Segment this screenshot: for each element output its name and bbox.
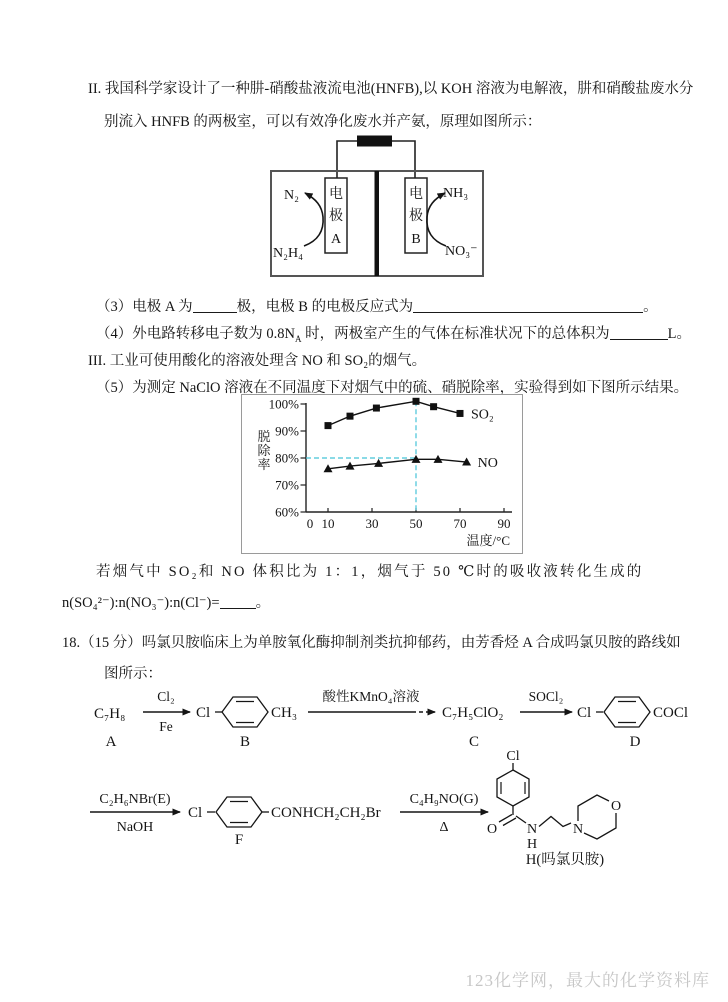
y-tick-label: 100%: [268, 396, 299, 412]
question-18-line1: 18.（15 分）吗氯贝胺临床上为单胺氧化酶抑制剂类抗抑郁药，由芳香烃 A 合成吗氯贝胺的路线如: [62, 635, 681, 651]
x-tick-label: 50: [409, 516, 423, 531]
y-tick-label: 70%: [275, 477, 299, 493]
compound-b-ch3: CH₃: [271, 705, 298, 721]
ion-ratio-formula: n(SO₄²⁻):n(NO₃⁻):n(Cl⁻)=: [62, 595, 220, 611]
amide-n: N: [526, 822, 538, 837]
compound-d-cl: Cl: [577, 705, 592, 721]
x-tick-label: 70: [453, 516, 467, 531]
compound-c-formula: C₇H₅ClO₂: [442, 705, 504, 721]
label-no3: NO₃⁻: [445, 244, 478, 259]
compound-h-structure: [487, 749, 621, 852]
compound-b-label: B: [239, 734, 251, 750]
arrow2-reagent: 酸性KMnO₄溶液: [322, 689, 420, 704]
q4-subscript: A: [294, 333, 302, 344]
benzene-ring-f: [216, 797, 262, 827]
x-tick-label: 0: [306, 516, 314, 531]
after-chart-formula-line: [62, 593, 270, 613]
series-label: NO: [477, 456, 498, 472]
y-tick-label: 60%: [275, 504, 299, 520]
q3-period: 。: [643, 299, 658, 315]
section2-intro-line2: 别流入 HNFB 的两极室，可以有效净化废水并产氨，原理如图所示：: [104, 114, 542, 130]
arrow4-base: NaOH: [116, 820, 154, 835]
question-5: （5）为测定 NaClO 溶液在不同温度下对烟气中的硫、硝脱除率，实验得到如下图所示结果。: [96, 380, 689, 396]
q3-blank-2: [413, 298, 643, 313]
arrow1-reagent: Cl₂: [157, 689, 175, 704]
square-marker: [413, 398, 420, 405]
compound-c-label: C: [468, 734, 480, 750]
y-tick-label: 90%: [275, 423, 299, 439]
electrode-a: [325, 178, 347, 253]
series-label: SO₂: [471, 407, 494, 423]
arrow5-reagent: C₄H₉NO(G): [409, 792, 479, 807]
label-n2h4: N₂H₄: [273, 246, 303, 261]
q3-blank-1: [193, 298, 237, 313]
compound-a-label: A: [105, 734, 117, 750]
compound-a-formula: C₇H₈: [94, 706, 126, 722]
compound-b-cl: Cl: [196, 705, 211, 721]
square-marker: [325, 422, 332, 429]
compound-f-cl: Cl: [188, 805, 203, 821]
x-tick-label: 90: [497, 516, 511, 531]
watermark: 123化学网，最大的化学资料库: [465, 971, 710, 990]
q4-blank: [610, 325, 668, 340]
square-marker: [457, 410, 464, 417]
q3-text-a: （3）电极 A 为: [96, 299, 193, 315]
after-chart-line1: 若烟气中 SO₂和 NO 体积比为 1：1，烟气于 50 ℃时的吸收液转化生成的: [96, 564, 644, 580]
q4-text-a: （4）外电路转移电子数为 0.8N: [96, 326, 295, 342]
compound-h-label: H(吗氯贝胺): [525, 852, 605, 868]
arrow5-delta: Δ: [439, 820, 449, 835]
q4-unit: L。: [667, 326, 691, 342]
load-resistor: [357, 136, 392, 147]
x-tick-label: 30: [365, 516, 379, 531]
y-tick-label: 80%: [275, 450, 299, 466]
compound-d-cocl: COCl: [653, 705, 689, 721]
benzene-ring-b: [222, 697, 268, 727]
formula-period: 。: [255, 595, 271, 611]
question-18-line2: 图所示：: [104, 666, 162, 682]
compound-d-label: D: [629, 734, 641, 750]
compound-f-chain: CONHCH₂CH₂Br: [271, 805, 381, 821]
section2-intro-line1: II. 我国科学家设计了一种肼-硝酸盐液流电池(HNFB),以 KOH 溶液为电解液，肼和硝酸盐废水分: [88, 81, 694, 97]
q3-text-b: 极，电极 B 的电极反应式为: [236, 299, 414, 315]
y-axis-label-char: 率: [257, 457, 271, 472]
electrode-a-char1: 电: [329, 187, 343, 202]
label-n2: N₂: [284, 188, 299, 203]
square-marker: [373, 405, 380, 412]
compound-h-cl: Cl: [506, 749, 520, 764]
q4-text-b: 时，两极室产生的气体在标准状况下的总体积为: [301, 326, 610, 342]
morpholine-n: N: [572, 822, 584, 837]
square-marker: [430, 403, 437, 410]
anode-flow-arrow: [304, 193, 323, 246]
question-4: [96, 324, 691, 349]
x-axis-label: 温度/°C: [466, 533, 510, 548]
electrode-b: [405, 178, 427, 253]
electrode-a-char2: 极: [329, 209, 343, 224]
arrow4-reagent: C₂H₆NBr(E): [99, 792, 171, 807]
formula-blank: [220, 594, 256, 609]
membrane-divider: [375, 171, 380, 276]
electrode-a-char3: A: [330, 232, 342, 247]
label-nh3: NH₃: [443, 186, 469, 201]
question-3: [96, 297, 658, 317]
carbonyl-o: O: [486, 822, 498, 837]
amide-h: H: [526, 837, 538, 852]
benzene-ring-d: [604, 697, 650, 727]
arrow3-reagent: SOCl₂: [528, 689, 564, 704]
synthesis-scheme-row2: [60, 745, 720, 877]
y-axis-label-char: 脱: [257, 429, 271, 444]
morpholine-o: O: [610, 799, 622, 814]
electrode-b-char2: 极: [409, 209, 423, 224]
removal-rate-chart: [241, 394, 523, 554]
arrow1-catalyst: Fe: [159, 719, 173, 734]
section3-intro: III. 工业可使用酸化的溶液处理含 NO 和 SO₂的烟气。: [88, 353, 427, 369]
y-axis-label-char: 除: [257, 443, 271, 458]
x-tick-label: 10: [321, 516, 335, 531]
electrode-b-char1: 电: [409, 187, 423, 202]
compound-f-label: F: [234, 832, 244, 848]
electrode-b-char3: B: [411, 232, 421, 247]
cell-diagram: [260, 130, 490, 292]
square-marker: [347, 413, 354, 420]
